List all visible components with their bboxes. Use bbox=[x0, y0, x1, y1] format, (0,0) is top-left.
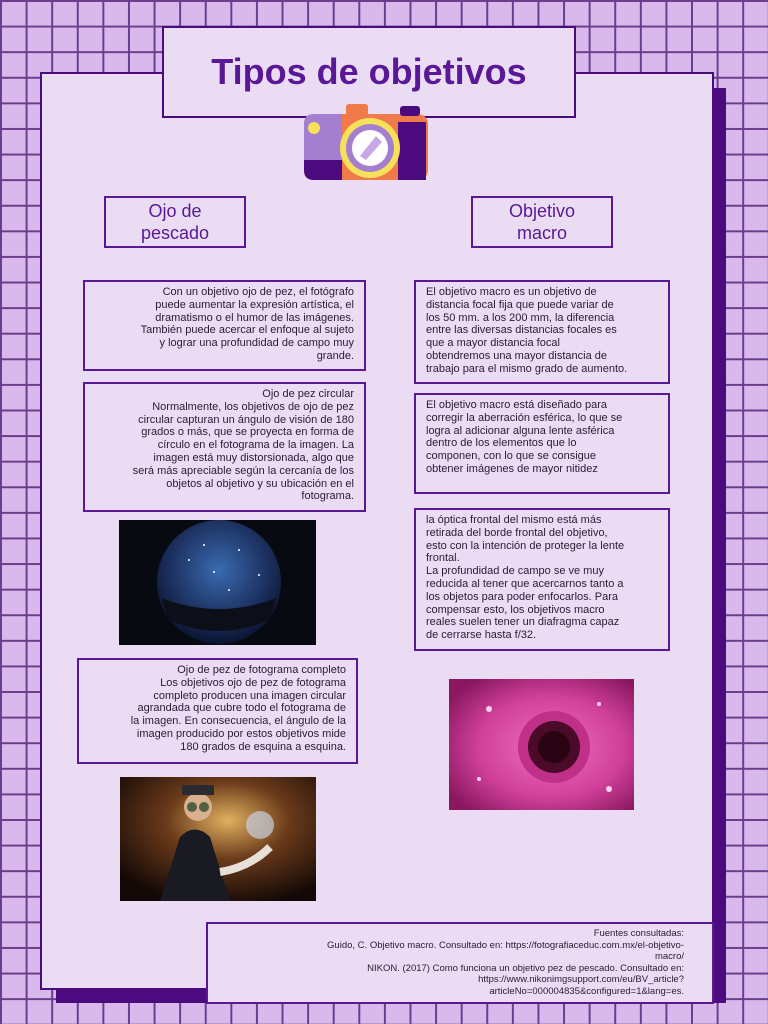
macro-intro-box bbox=[414, 280, 670, 384]
fisheye-intro-text: Con un objetivo ojo de pez, el fotógrafo puede aumentar la expresión artística, el dramatismo o el humor de las imágenes. También puede acercar el enfoque al sujeto y lograr una profundidad de campo muy grande. bbox=[140, 286, 354, 362]
macro-optics-box bbox=[414, 508, 670, 651]
source-ref-2: NIKON. (2017) Como funciona un objetivo pez de pescado. Consultado en: https://www.nikonimgsupport.com/eu/BV_article? articleNo=000004835&configured=1&lang=es. bbox=[367, 962, 684, 997]
sources-box bbox=[206, 922, 714, 1004]
fisheye-fullframe-text: Ojo de pez de fotograma completo Los objetivos ojo de pez de fotograma completo producen una imagen circular agrandada que cubre todo el fotograma de la imagen. En consecuencia, el ángulo de la imagen producido por estos objetivos mide 180 grados de esquina a esquina. bbox=[130, 664, 346, 753]
fisheye-fullframe-box bbox=[77, 658, 358, 764]
macro-aberration-box bbox=[414, 393, 670, 494]
page-title: Tipos de objetivos bbox=[211, 51, 527, 92]
macro-intro-text: El objetivo macro es un objetivo de distancia focal fija que puede variar de los 50 mm. a los 200 mm, la diferencia entre las diversas distancias focales es que a mayor distancia focal obtendremos una mayor distancia de trabajo para el mismo grado de aumento. bbox=[426, 286, 628, 375]
fisheye-circular-box bbox=[83, 382, 366, 512]
fisheye-intro-box bbox=[83, 280, 366, 371]
macro-heading bbox=[471, 196, 613, 248]
camera-icon bbox=[302, 100, 430, 186]
macro-aberration-text: El objetivo macro está diseñado para corregir la aberración esférica, lo que se logra al adicionar alguna lente asférica dentro de los elementos que lo componen, con lo que se consigue obtener imágenes de mayor nitidez bbox=[426, 399, 623, 475]
macro-optics-text: la óptica frontal del mismo está más retirada del borde frontal del objetivo, esto con la intención de proteger la lente frontal. La profundidad de campo se ve muy reducida al tener que acercarnos tanto a los objetos para poder enfocarlos. Para compensar esto, los objetivos macro reales suelen tener un diafragma capaz de cerrarse hasta f/32. bbox=[426, 514, 625, 642]
macro-heading-text: Objetivo macro bbox=[508, 201, 576, 243]
fisheye-circular-photo bbox=[119, 520, 316, 645]
fisheye-heading bbox=[104, 196, 246, 248]
macro-flower-photo bbox=[449, 679, 634, 810]
fisheye-fullframe-photo bbox=[120, 777, 316, 901]
fisheye-heading-text: Ojo de pescado bbox=[140, 201, 210, 243]
fisheye-circular-text: Ojo de pez circular Normalmente, los objetivos de ojo de pez circular capturan un ángulo de visión de 180 grados o más, que se proyecta en forma de círculo en el fotograma de la imagen. La imagen está muy distorsionada, algo que será más apreciable según la cercanía de los objetos al objetivo y su ubicación en el fotograma. bbox=[132, 388, 354, 503]
sources-label: Fuentes consultadas: bbox=[593, 928, 684, 939]
source-ref-1: Guido, C. Objetivo macro. Consultado en: https://fotografiaceduc.com.mx/el-objetivo- macro/ bbox=[327, 939, 684, 963]
